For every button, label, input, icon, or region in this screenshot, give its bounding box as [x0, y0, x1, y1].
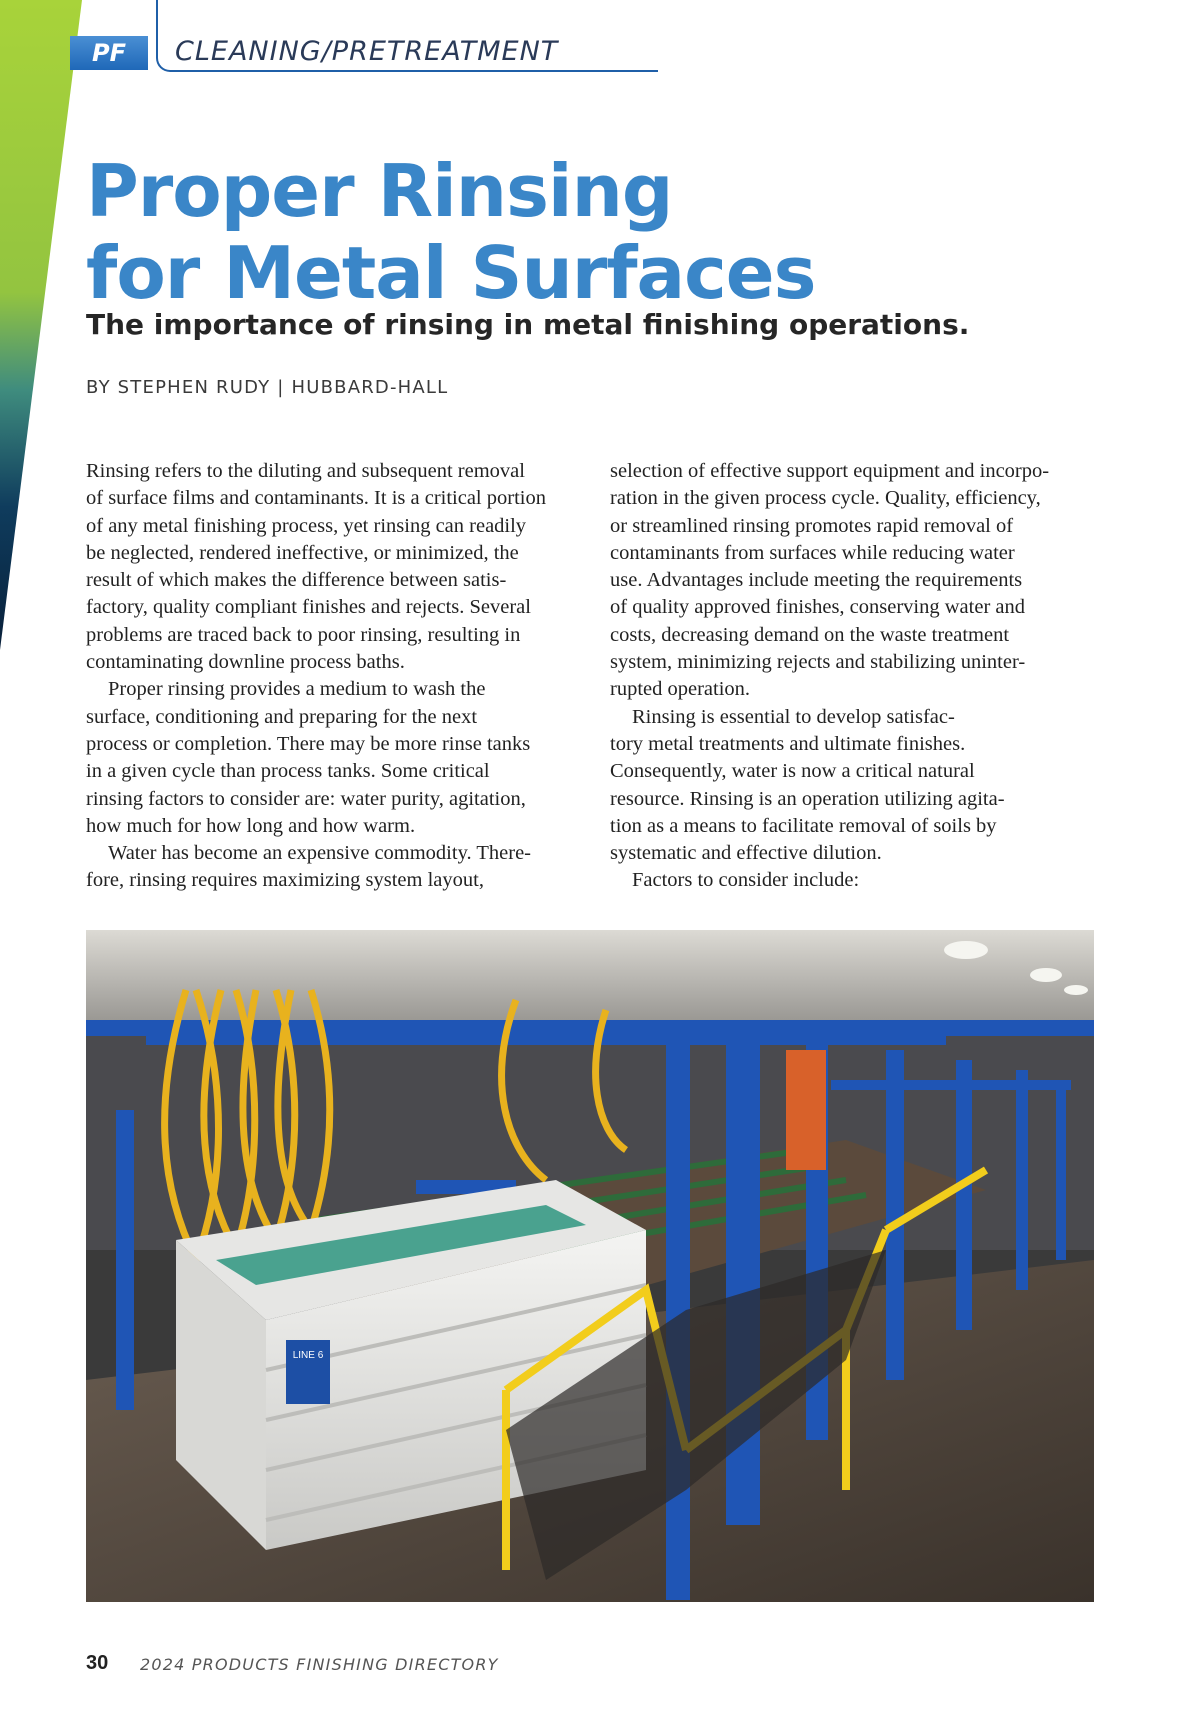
body-line: problems are traced back to poor rinsing, resulting in: [86, 623, 521, 646]
body-line: Water has become an expensive commodity. There-: [108, 842, 531, 865]
body-line: tion as a means to facilitate removal of soils by: [610, 814, 997, 837]
body-line: Rinsing is essential to develop satisfac-: [632, 705, 955, 728]
page-number: 30: [86, 1652, 109, 1674]
body-line: contaminants from surfaces while reducing water: [610, 541, 1015, 564]
body-line: of any metal finishing process, yet rinsing can readily: [86, 514, 527, 537]
body-line: or streamlined rinsing promotes rapid removal of: [610, 514, 1014, 537]
title-line-2: for Metal Surfaces: [86, 231, 816, 315]
orange-hoist: [786, 1050, 826, 1170]
body-line: fore, rinsing requires maximizing system layout,: [86, 869, 484, 892]
body-line: surface, conditioning and preparing for the next: [86, 705, 478, 728]
body-line: rinsing factors to consider are: water purity, agitation,: [86, 787, 526, 810]
body-line: in a given cycle than process tanks. Some critical: [86, 760, 490, 783]
body-line: rupted operation.: [610, 678, 751, 701]
section-label: CLEANING/PRETREATMENT: [175, 36, 559, 67]
title-line-1: Proper Rinsing: [86, 149, 673, 233]
plating-line-photo: [86, 930, 1094, 1602]
article-title: [86, 150, 1086, 314]
body-line: of quality approved finishes, conserving water and: [610, 596, 1026, 619]
body-line: tory metal treatments and ultimate finishes.: [610, 732, 966, 755]
body-line: ration in the given process cycle. Quality, efficiency,: [610, 487, 1041, 510]
body-line: factory, quality compliant finishes and rejects. Several: [86, 596, 531, 619]
line-sign-text: LINE 6: [292, 1350, 324, 1361]
body-line: contaminating downline process baths.: [86, 651, 405, 674]
body-line: use. Advantages include meeting the requirements: [610, 569, 1023, 592]
body-line: be neglected, rendered ineffective, or minimized, the: [86, 541, 519, 564]
body-line: selection of effective support equipment and incorpo-: [610, 460, 1050, 482]
body-line: result of which makes the difference between satis-: [86, 569, 507, 592]
body-line: Factors to consider include:: [632, 869, 860, 892]
body-line: process or completion. There may be more rinse tanks: [86, 732, 531, 755]
body-line: resource. Rinsing is an operation utilizing agita-: [610, 787, 1005, 810]
article-subtitle: The importance of rinsing in metal finishing operations.: [86, 308, 970, 341]
publication-tag: PF: [70, 36, 148, 70]
publication-name: 2024 PRODUCTS FINISHING DIRECTORY: [140, 1655, 499, 1674]
body-column-left: [86, 458, 576, 895]
body-line: systematic and effective dilution.: [610, 842, 882, 865]
body-line: of surface films and contaminants. It is a critical portion: [86, 487, 546, 510]
body-line: Consequently, water is now a critical natural: [610, 760, 975, 783]
left-accent-band: [0, 0, 90, 650]
article-byline: BY STEPHEN RUDY | HUBBARD-HALL: [86, 377, 449, 398]
body-line: system, minimizing rejects and stabilizing uninter-: [610, 651, 1026, 674]
body-line: how much for how long and how warm.: [86, 814, 416, 837]
body-line: costs, decreasing demand on the waste treatment: [610, 623, 1010, 646]
body-column-right: [610, 458, 1105, 895]
body-line: Rinsing refers to the diluting and subsequent removal: [86, 460, 525, 482]
body-line: Proper rinsing provides a medium to wash the: [108, 678, 486, 701]
